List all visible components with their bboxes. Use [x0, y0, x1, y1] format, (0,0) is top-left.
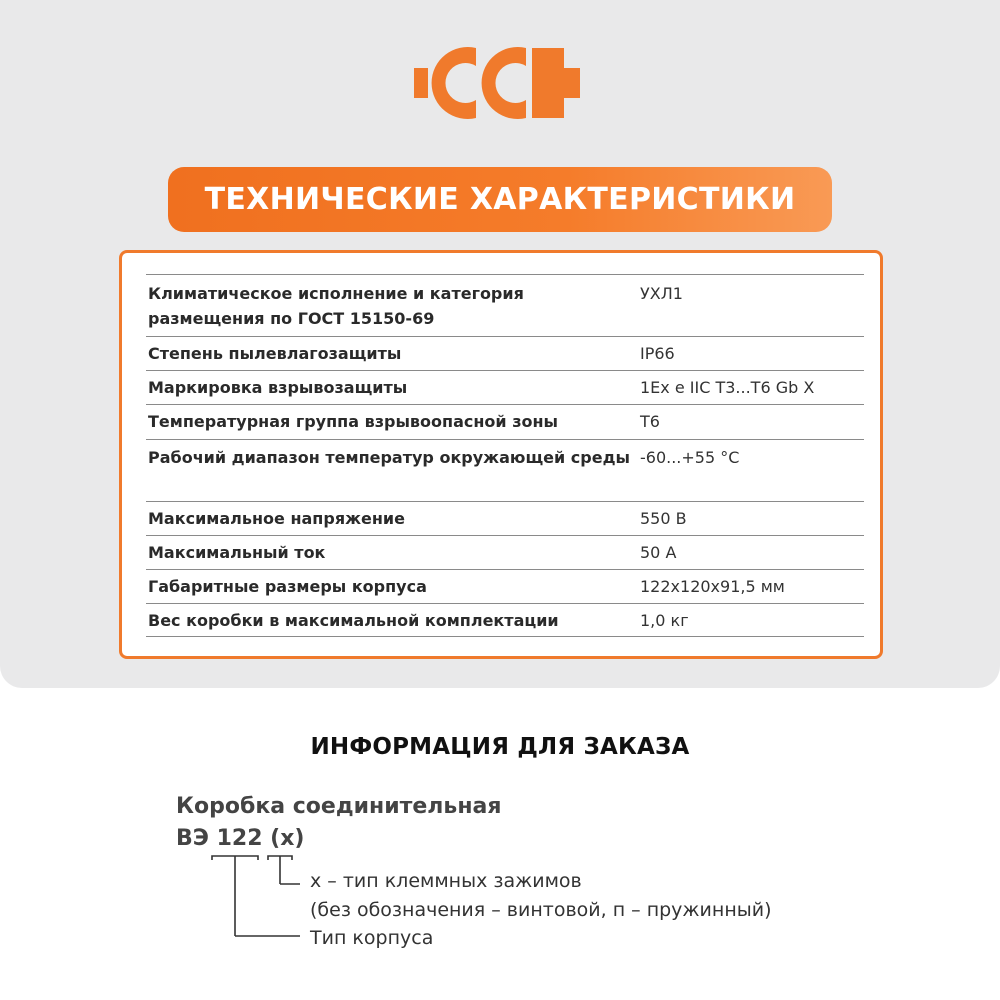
- spec-key: Вес коробки в максимальной комплектации: [148, 611, 559, 630]
- spec-row: [146, 603, 864, 637]
- spec-key: Максимальное напряжение: [148, 509, 405, 528]
- spec-row: [146, 274, 864, 336]
- spec-row: [146, 501, 864, 535]
- spec-row: [146, 336, 864, 370]
- spec-key: Маркировка взрывозащиты: [148, 378, 408, 397]
- spec-table: [146, 274, 864, 637]
- spec-value: 1,0 кг: [640, 611, 689, 630]
- spec-row: [146, 370, 864, 404]
- order-type-description: Тип корпуса: [310, 927, 434, 949]
- spec-value: Т6: [640, 412, 660, 431]
- spec-row: [146, 439, 864, 501]
- spec-key: Степень пылевлагозащиты: [148, 344, 402, 363]
- spec-key: Климатическое исполнение и категория размещения по ГОСТ 15150-69: [148, 284, 524, 328]
- order-x-note: (без обозначения – винтовой, п – пружинный): [310, 899, 772, 921]
- spec-value: 122х120х91,5 мм: [640, 577, 785, 596]
- product-code: ВЭ 122 (х): [176, 826, 305, 851]
- spec-key: Габаритные размеры корпуса: [148, 577, 427, 596]
- order-x-description: х – тип клеммных зажимов: [310, 870, 582, 892]
- spec-value: 50 А: [640, 543, 677, 562]
- spec-value: 550 В: [640, 509, 687, 528]
- section-title: ТЕХНИЧЕСКИЕ ХАРАКТЕРИСТИКИ: [168, 167, 832, 232]
- spec-row: [146, 535, 864, 569]
- spec-value: IP66: [640, 344, 675, 363]
- spec-key: Температурная группа взрывоопасной зоны: [148, 412, 558, 431]
- spec-value: УХЛ1: [640, 284, 683, 303]
- spec-row: [146, 569, 864, 603]
- spec-key: Максимальный ток: [148, 543, 326, 562]
- order-info-title: ИНФОРМАЦИЯ ДЛЯ ЗАКАЗА: [310, 734, 690, 760]
- spec-value: 1Ex e IIC T3...T6 Gb X: [640, 378, 815, 397]
- spec-row: [146, 404, 864, 439]
- company-logo: [414, 40, 586, 126]
- spec-key: Рабочий диапазон температур окружающей среды: [148, 448, 630, 467]
- spec-card: [119, 250, 883, 659]
- spec-value: -60...+55 °С: [640, 448, 740, 467]
- product-name: Коробка соединительная: [176, 794, 502, 819]
